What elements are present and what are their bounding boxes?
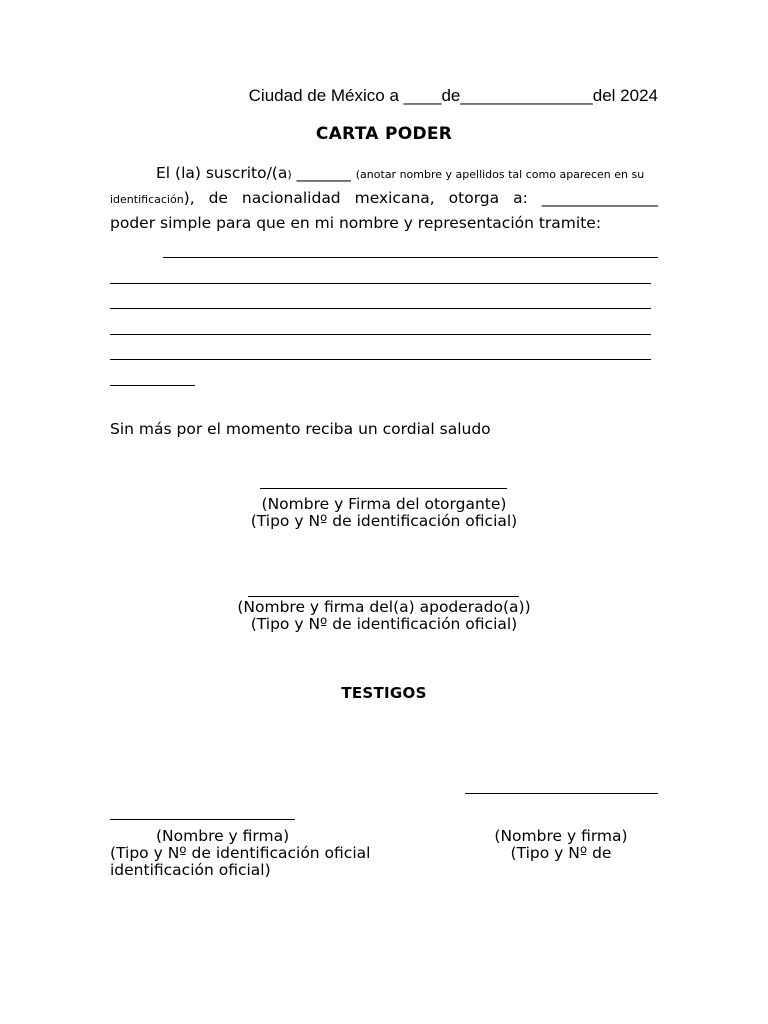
closing-text: Sin más por el momento reciba un cordial saludo — [110, 420, 491, 438]
procedure-blank-line-6 — [110, 385, 195, 386]
witness-left-signature-line — [110, 819, 295, 820]
word-mexicana: mexicana, — [354, 189, 435, 207]
witness-left-id-label-1: (Tipo y Nº de identificación oficial — [110, 844, 371, 862]
grantor-name-label: (Nombre y Firma del otorgante) — [261, 495, 507, 513]
witness-right-id-label-1: (Tipo y Nº de — [510, 844, 612, 862]
witness-right-block — [480, 828, 642, 862]
word-nacionalidad: nacionalidad — [241, 189, 341, 207]
paragraph-line-3: poder simple para que en mi nombre y representación tramite: — [110, 214, 602, 232]
witness-left-id-label-2: identificación oficial) — [110, 861, 271, 879]
attorney-name-blank: _______________ — [541, 189, 658, 207]
date-prefix: Ciudad de México a — [248, 86, 404, 105]
month-blank: ______________ — [460, 86, 593, 105]
procedure-blank-line-3 — [110, 308, 651, 309]
attorney-signature-line — [248, 596, 519, 597]
grantor-intro: El (la) suscrito/(a — [156, 164, 288, 182]
word-a: a: — [513, 189, 528, 207]
day-blank: ____ — [403, 86, 442, 105]
procedure-blank-line-1 — [163, 257, 658, 258]
year-text: del 2024 — [592, 86, 658, 105]
date-de: de — [441, 86, 461, 105]
word-otorga: otorga — [448, 189, 500, 207]
procedure-blank-line-4 — [110, 334, 651, 335]
grantor-id-label: (Tipo y Nº de identificación oficial) — [250, 512, 518, 530]
paragraph-line-1 — [110, 164, 658, 182]
grantor-intro-close: ) — [287, 168, 292, 181]
grantor-name-note: (anotar nombre y apellidos tal como aparecen en su — [355, 168, 645, 181]
date-line — [249, 86, 658, 106]
witnesses-heading: TESTIGOS — [341, 684, 427, 702]
grantor-signature-line — [260, 488, 507, 489]
witness-right-signature-line — [465, 793, 658, 794]
procedure-blank-line-2 — [110, 283, 651, 284]
witness-left-block — [110, 828, 370, 879]
note-close: ), — [183, 189, 195, 207]
attorney-name-label: (Nombre y firma del(a) apoderado(a)) — [237, 598, 531, 616]
procedure-blank-line-5 — [110, 359, 651, 360]
paragraph-line-2 — [110, 189, 658, 207]
attorney-signature-block — [0, 599, 768, 633]
attorney-id-label: (Tipo y Nº de identificación oficial) — [250, 615, 518, 633]
witness-left-name-label: (Nombre y firma) — [156, 827, 290, 845]
grantor-signature-block — [0, 496, 768, 530]
word-de: de — [208, 189, 228, 207]
witness-right-name-label: (Nombre y firma) — [494, 827, 628, 845]
page-title: CARTA PODER — [315, 124, 453, 144]
identification-note: identificación — [110, 193, 184, 206]
grantor-name-blank: _______ — [291, 164, 356, 182]
